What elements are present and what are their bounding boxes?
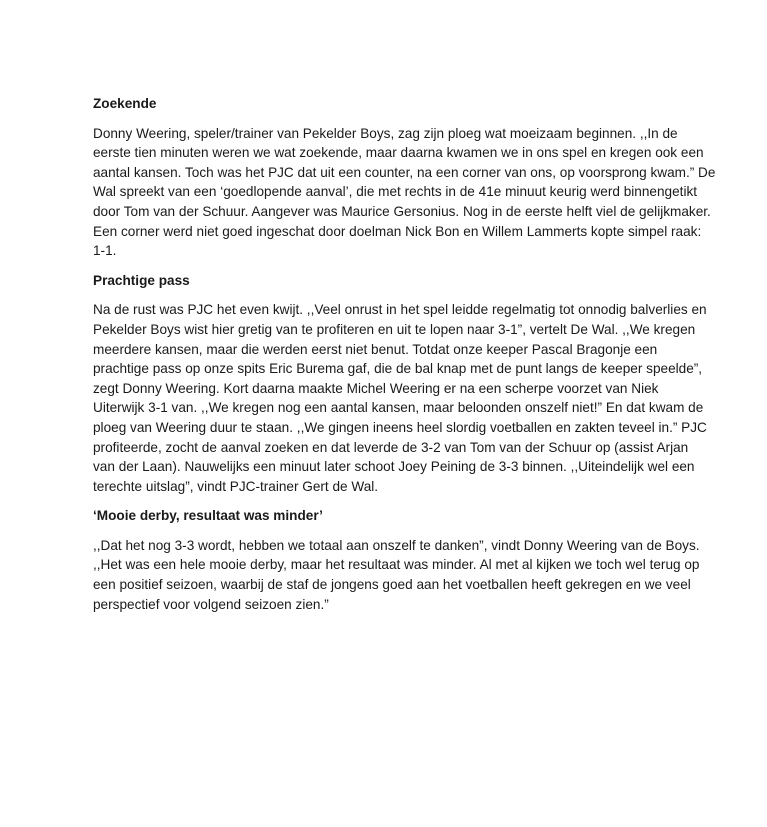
text-line: profiteerde, zocht de aanval zoeken en dat leverde de 3-2 van Tom van der Schuur op (assist Arjan	[93, 439, 689, 455]
text-line: Een corner werd niet goed ingeschat door doelman Nick Bon en Willem Lammerts kopte simpel raak:	[93, 223, 702, 239]
text-line: Donny Weering, speler/trainer van Pekelder Boys, zag zijn ploeg wat moeizaam beginnen. ,,In de	[93, 125, 678, 141]
text-line: ,,Dat het nog 3-3 wordt, hebben we totaal aan onszelf te danken”, vindt Donny Weering van de Boys.	[93, 537, 700, 553]
document-paragraph	[93, 536, 713, 614]
text-line: perspectief voor volgend seizoen zien.”	[93, 596, 329, 612]
section-heading: ‘Mooie derby, resultaat was minder’	[93, 508, 323, 524]
text-line: van der Laan). Nauwelijks een minuut later schoot Joey Peining de 3-3 binnen. ,,Uiteindelijk wel een	[93, 459, 695, 475]
text-line: 1-1.	[93, 243, 117, 259]
text-line: Na de rust was PJC het even kwijt. ,,Veel onrust in het spel leidde regelmatig tot onnodig balverlies en	[93, 302, 707, 318]
document-paragraph	[93, 300, 713, 496]
text-line: Wal spreekt van een ‘goedlopende aanval’, die met rechts in de 41e minuut keurig werd binnengetikt	[93, 184, 698, 200]
document-paragraph	[93, 124, 716, 261]
text-line: zegt Donny Weering. Kort daarna maakte Michel Weering er na een scherpe voorzet van Niek	[93, 380, 659, 396]
text-line: meerdere kansen, maar die werden eerst niet benut. Totdat onze keeper Pascal Bragonje een	[93, 341, 658, 357]
text-line: Uiterwijk 3-1 van. ,,We kregen nog een aantal kansen, maar beloonden onszelf niet!” En dat kwam de	[93, 400, 704, 416]
text-line: een positief seizoen, waarbij de staf de jongens goed aan het voetballen heeft gekregen en we veel	[93, 577, 691, 593]
text-line: Pekelder Boys wist hier gretig van te profiteren en uit te lopen naar 3-1”, vertelt De Wal. ,,We kregen	[93, 321, 696, 337]
section-heading: Prachtige pass	[93, 272, 190, 288]
text-line: ,,Het was een hele mooie derby, maar het resultaat was minder. Al met al kijken we toch wel terug op	[93, 557, 700, 573]
text-line: aantal kansen. Toch was het PJC dat uit een counter, na een corner van ons, op voorsprong kwam.” De	[93, 164, 716, 180]
text-line: terechte uitslag”, vindt PJC-trainer Gert de Wal.	[93, 478, 379, 494]
text-line: eerste tien minuten weren we wat zoekende, maar daarna kwamen we in ons spel en kregen ook een	[93, 145, 704, 161]
section-heading: Zoekende	[93, 96, 157, 111]
text-line: ploeg van Weering duur te staan. ,,We gingen ineens heel slordig voetballen en zakten teveel in.” PJC	[93, 419, 707, 435]
document-content	[93, 94, 716, 624]
text-line: prachtige pass op onze spits Eric Burema gaf, die de bal knap met de punt langs de keeper speelde”,	[93, 361, 703, 377]
text-line: door Tom van der Schuur. Aangever was Maurice Gersonius. Nog in de eerste helft viel de gelijkmaker.	[93, 203, 711, 219]
